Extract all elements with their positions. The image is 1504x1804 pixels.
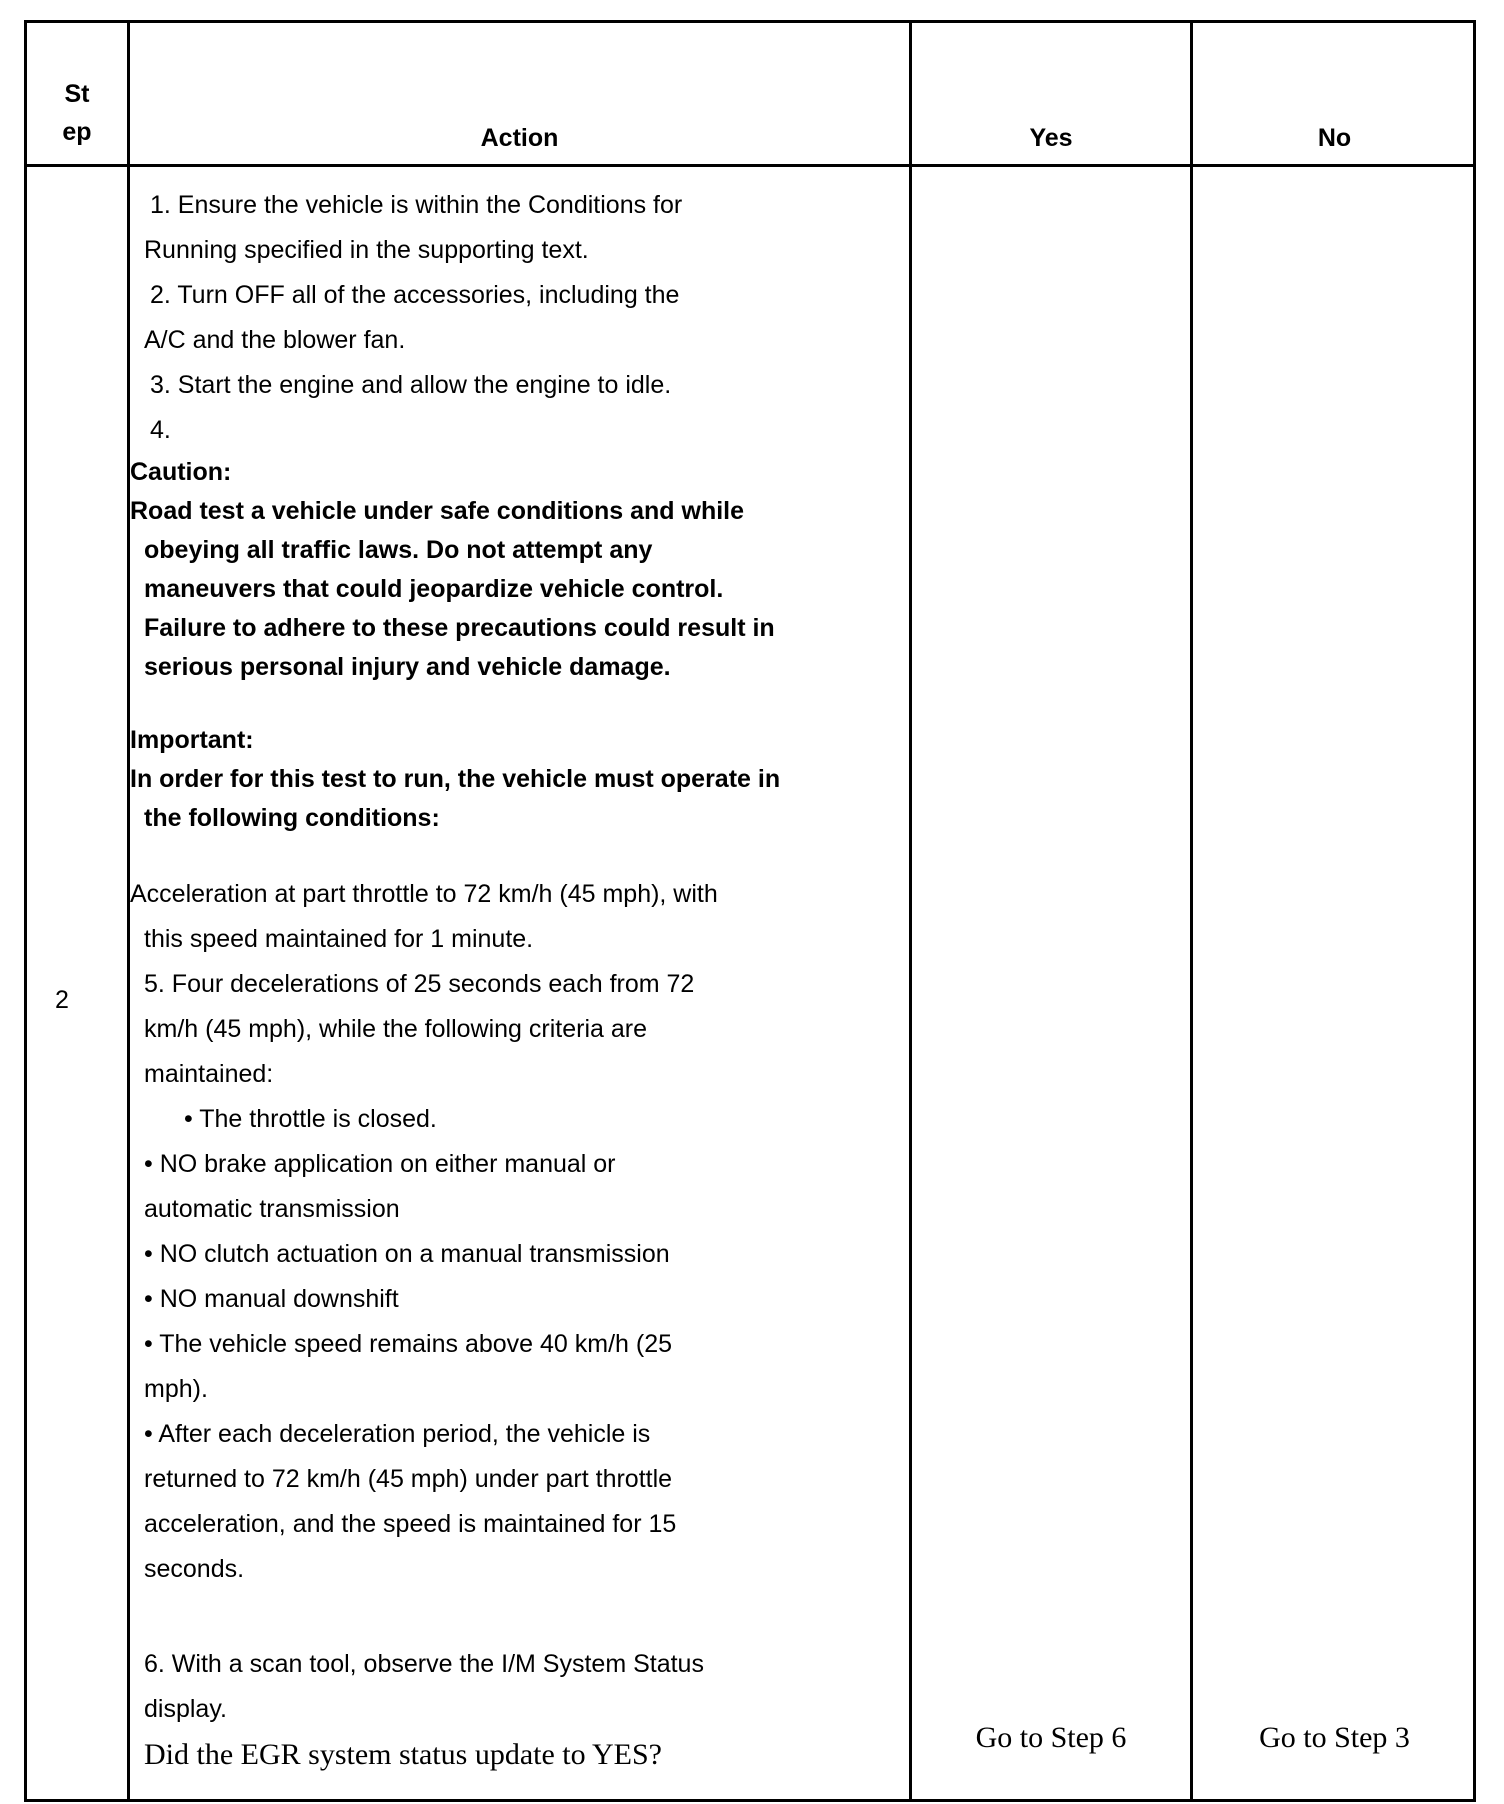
caution-label: Caution:	[130, 458, 232, 486]
criteria-line: returned to 72 km/h (45 mph) under part throttle	[144, 1465, 673, 1493]
no-result: Go to Step 3	[1259, 1721, 1410, 1754]
caution-line: maneuvers that could jeopardize vehicle control.	[144, 575, 724, 603]
header-step-line1: St	[64, 80, 90, 108]
criteria-line: 5. Four decelerations of 25 seconds each from 72	[144, 970, 695, 998]
criteria-line: seconds.	[144, 1555, 245, 1583]
action-cell	[130, 183, 890, 1777]
header-no: No	[1317, 124, 1352, 152]
step-number: 2	[55, 986, 69, 1014]
action-line: Running specified in the supporting text.	[144, 236, 589, 264]
header-step-line2: ep	[62, 118, 92, 146]
yes-result: Go to Step 6	[975, 1721, 1127, 1754]
action-line: 2. Turn OFF all of the accessories, including the	[150, 281, 680, 309]
action-line: A/C and the blower fan.	[144, 326, 406, 354]
question-text: Did the EGR system status update to YES?	[144, 1738, 662, 1771]
criteria-line: acceleration, and the speed is maintained for 15	[144, 1510, 677, 1538]
important-line: In order for this test to run, the vehicle must operate in	[130, 765, 781, 793]
criteria-line: Acceleration at part throttle to 72 km/h (45 mph), with	[130, 880, 718, 908]
action-line: 6. With a scan tool, observe the I/M System Status	[144, 1650, 704, 1678]
action-line: 4.	[150, 416, 171, 444]
criteria-line: maintained:	[144, 1060, 274, 1088]
bullet-item: • After each deceleration period, the vehicle is	[144, 1420, 651, 1448]
header-yes: Yes	[1029, 124, 1073, 152]
column-divider	[1190, 23, 1193, 1799]
caution-line: Failure to adhere to these precautions could result in	[144, 614, 775, 642]
bullet-item: • NO brake application on either manual or	[144, 1150, 616, 1178]
header-divider	[27, 164, 1473, 167]
criteria-line: this speed maintained for 1 minute.	[144, 925, 534, 953]
criteria-line: km/h (45 mph), while the following criteria are	[144, 1015, 647, 1043]
header-step	[27, 75, 127, 151]
bullet-item: • The vehicle speed remains above 40 km/h (25	[144, 1330, 673, 1358]
important-label: Important:	[130, 726, 254, 754]
header-action: Action	[480, 124, 559, 152]
caution-line: Road test a vehicle under safe conditions and while	[130, 497, 745, 525]
criteria-line: automatic transmission	[144, 1195, 400, 1223]
caution-line: obeying all traffic laws. Do not attempt any	[144, 536, 653, 564]
bullet-item: • NO manual downshift	[144, 1285, 399, 1313]
diagnostic-table	[24, 20, 1476, 1802]
action-line: 1. Ensure the vehicle is within the Conditions for	[150, 191, 683, 219]
criteria-line: mph).	[144, 1375, 208, 1403]
important-line: the following conditions:	[144, 804, 440, 832]
action-line: 3. Start the engine and allow the engine to idle.	[150, 371, 672, 399]
action-line: display.	[144, 1695, 227, 1723]
caution-line: serious personal injury and vehicle damage.	[144, 653, 671, 681]
bullet-item: • NO clutch actuation on a manual transmission	[144, 1240, 670, 1268]
column-divider	[909, 23, 912, 1799]
bullet-item: • The throttle is closed.	[184, 1105, 437, 1133]
